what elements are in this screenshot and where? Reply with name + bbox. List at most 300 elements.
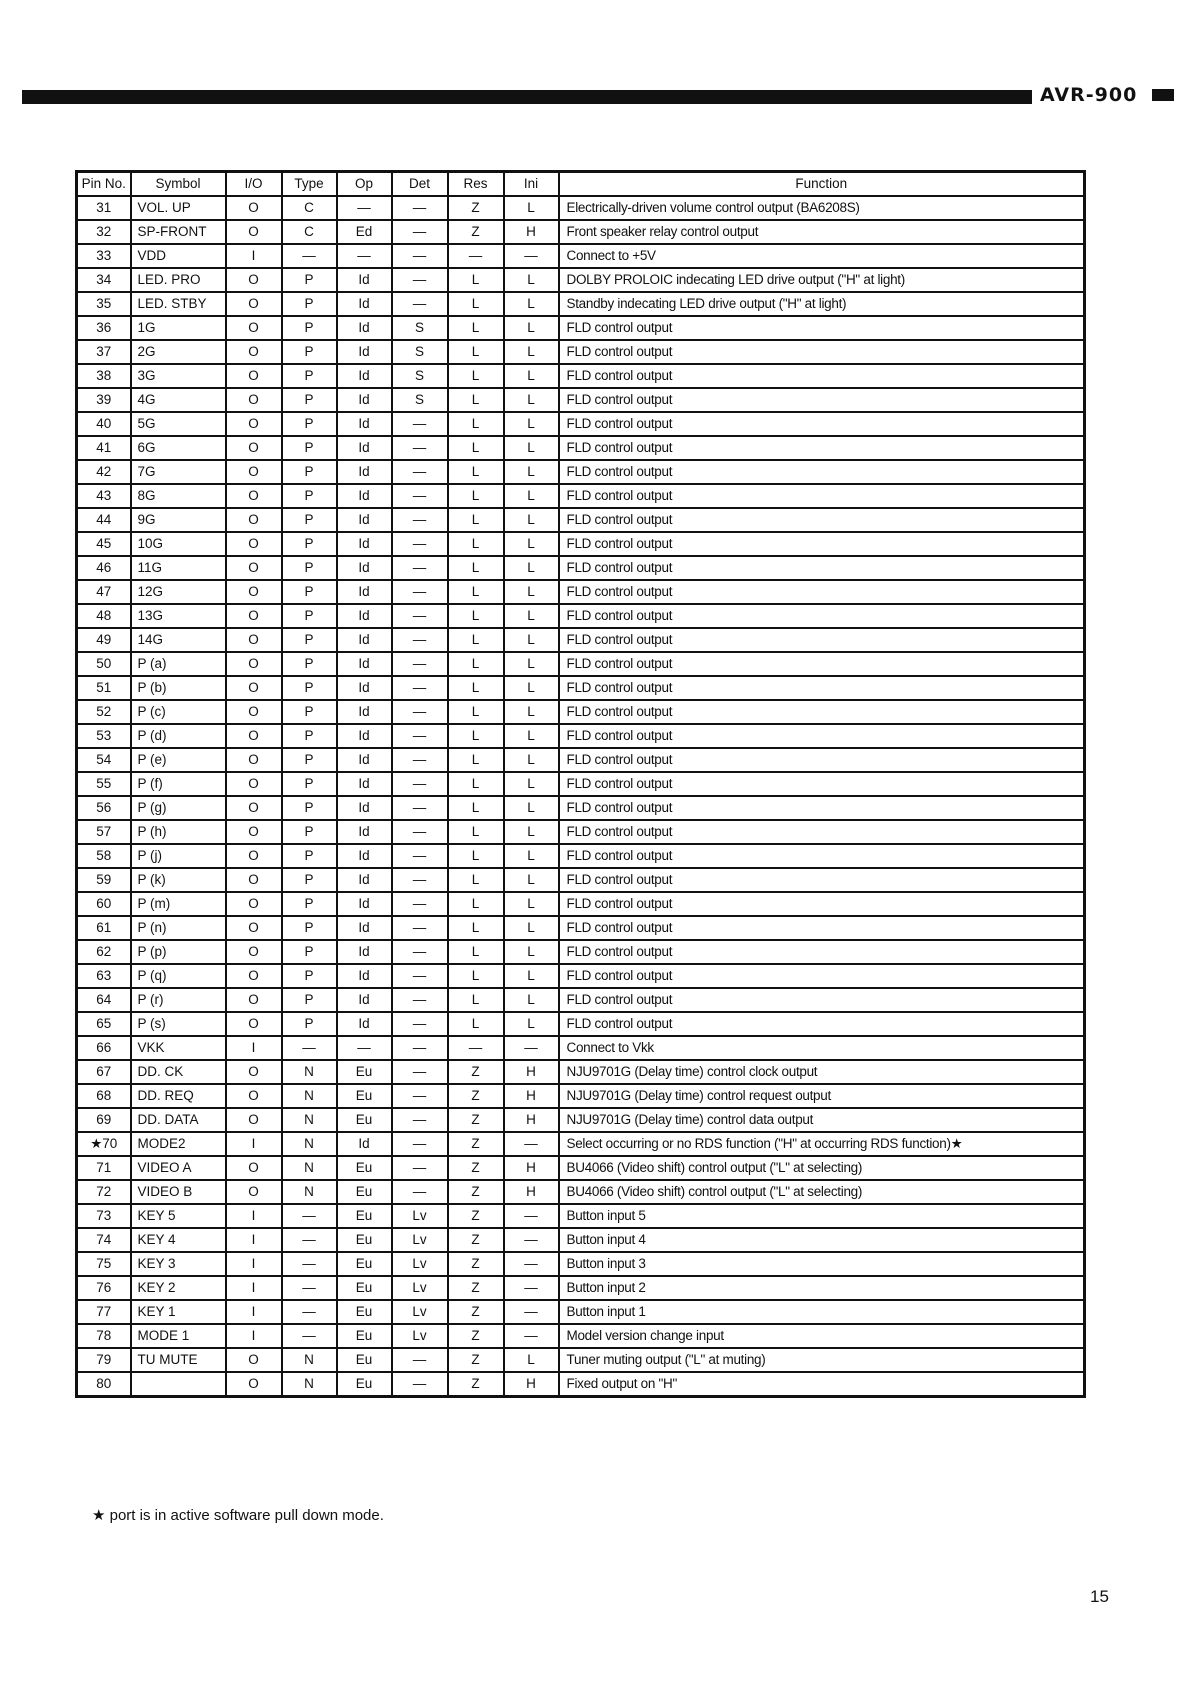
cell-io: O	[226, 844, 282, 868]
cell-symbol: 6G	[131, 436, 226, 460]
table-row	[77, 1060, 1085, 1084]
cell-res: L	[448, 508, 504, 532]
table-row	[77, 748, 1085, 772]
cell-ini: L	[504, 772, 559, 796]
cell-ini: L	[504, 652, 559, 676]
cell-function: FLD control output	[559, 820, 1085, 844]
cell-symbol: P (a)	[131, 652, 226, 676]
cell-pin-no: 80	[77, 1372, 131, 1397]
footnote: ★ port is in active software pull down mode.	[92, 1507, 384, 1524]
cell-type: —	[282, 1324, 337, 1348]
cell-function: FLD control output	[559, 508, 1085, 532]
cell-det: —	[392, 868, 448, 892]
cell-io: O	[226, 796, 282, 820]
cell-function: FLD control output	[559, 388, 1085, 412]
table-row	[77, 460, 1085, 484]
cell-type: P	[282, 748, 337, 772]
cell-ini: L	[504, 748, 559, 772]
cell-op: Id	[337, 580, 392, 604]
cell-pin-no: 71	[77, 1156, 131, 1180]
cell-det: —	[392, 1132, 448, 1156]
cell-function: FLD control output	[559, 676, 1085, 700]
cell-type: P	[282, 508, 337, 532]
cell-io: O	[226, 652, 282, 676]
table-row	[77, 1228, 1085, 1252]
cell-ini: —	[504, 1324, 559, 1348]
cell-res: Z	[448, 1324, 504, 1348]
page-number: 15	[1090, 1587, 1109, 1606]
cell-symbol: 1G	[131, 316, 226, 340]
cell-pin-no: 58	[77, 844, 131, 868]
cell-symbol: 8G	[131, 484, 226, 508]
cell-res: L	[448, 292, 504, 316]
cell-res: Z	[448, 1132, 504, 1156]
cell-type: P	[282, 460, 337, 484]
cell-symbol: LED. PRO	[131, 268, 226, 292]
cell-pin-no: 33	[77, 244, 131, 268]
cell-ini: L	[504, 556, 559, 580]
cell-function: Button input 3	[559, 1252, 1085, 1276]
cell-pin-no: 51	[77, 676, 131, 700]
cell-pin-no: 62	[77, 940, 131, 964]
table-row	[77, 604, 1085, 628]
cell-ini: —	[504, 1276, 559, 1300]
cell-ini: L	[504, 844, 559, 868]
cell-io: I	[226, 244, 282, 268]
cell-type: P	[282, 532, 337, 556]
cell-io: O	[226, 964, 282, 988]
cell-pin-no: 55	[77, 772, 131, 796]
cell-det: —	[392, 412, 448, 436]
column-header-symbol: Symbol	[131, 172, 226, 197]
cell-det: —	[392, 1156, 448, 1180]
cell-op: Eu	[337, 1108, 392, 1132]
cell-symbol: MODE2	[131, 1132, 226, 1156]
cell-ini: L	[504, 412, 559, 436]
cell-io: O	[226, 1084, 282, 1108]
cell-type: —	[282, 244, 337, 268]
cell-res: L	[448, 676, 504, 700]
cell-ini: L	[504, 364, 559, 388]
cell-io: O	[226, 628, 282, 652]
cell-function: NJU9701G (Delay time) control data output	[559, 1108, 1085, 1132]
cell-symbol: DD. CK	[131, 1060, 226, 1084]
header-end-block	[1152, 89, 1174, 101]
cell-io: O	[226, 532, 282, 556]
cell-function: FLD control output	[559, 316, 1085, 340]
cell-symbol: 4G	[131, 388, 226, 412]
cell-det: —	[392, 244, 448, 268]
cell-det: —	[392, 508, 448, 532]
cell-pin-no: 66	[77, 1036, 131, 1060]
cell-res: Z	[448, 1276, 504, 1300]
cell-op: Id	[337, 820, 392, 844]
column-header-op: Op	[337, 172, 392, 197]
cell-io: O	[226, 772, 282, 796]
cell-io: O	[226, 940, 282, 964]
pin-function-table	[75, 170, 1086, 1398]
cell-ini: —	[504, 244, 559, 268]
table-row	[77, 1036, 1085, 1060]
table-row	[77, 916, 1085, 940]
table-row	[77, 196, 1085, 220]
cell-det: —	[392, 460, 448, 484]
cell-io: O	[226, 196, 282, 220]
cell-pin-no: 35	[77, 292, 131, 316]
table-row	[77, 508, 1085, 532]
cell-res: Z	[448, 1348, 504, 1372]
model-title: AVR-900	[1040, 84, 1138, 106]
cell-op: Id	[337, 964, 392, 988]
cell-det: Lv	[392, 1228, 448, 1252]
cell-res: Z	[448, 220, 504, 244]
cell-function: FLD control output	[559, 1012, 1085, 1036]
cell-res: Z	[448, 1252, 504, 1276]
cell-symbol: P (r)	[131, 988, 226, 1012]
cell-type: P	[282, 484, 337, 508]
cell-res: L	[448, 964, 504, 988]
cell-symbol: VKK	[131, 1036, 226, 1060]
cell-symbol: 12G	[131, 580, 226, 604]
cell-op: Id	[337, 700, 392, 724]
cell-symbol: P (j)	[131, 844, 226, 868]
cell-pin-no: 43	[77, 484, 131, 508]
cell-pin-no: 39	[77, 388, 131, 412]
cell-ini: —	[504, 1132, 559, 1156]
cell-ini: L	[504, 340, 559, 364]
cell-ini: L	[504, 436, 559, 460]
cell-res: L	[448, 364, 504, 388]
cell-op: Id	[337, 292, 392, 316]
cell-io: O	[226, 1060, 282, 1084]
cell-symbol: KEY 2	[131, 1276, 226, 1300]
cell-io: I	[226, 1276, 282, 1300]
cell-pin-no: 38	[77, 364, 131, 388]
cell-io: O	[226, 604, 282, 628]
cell-pin-no: 60	[77, 892, 131, 916]
cell-res: Z	[448, 1084, 504, 1108]
cell-op: Id	[337, 628, 392, 652]
table-row	[77, 532, 1085, 556]
table-row	[77, 724, 1085, 748]
cell-io: O	[226, 412, 282, 436]
cell-type: P	[282, 676, 337, 700]
cell-type: P	[282, 340, 337, 364]
table-row	[77, 580, 1085, 604]
cell-symbol: P (f)	[131, 772, 226, 796]
cell-det: —	[392, 556, 448, 580]
column-header-type: Type	[282, 172, 337, 197]
cell-function: FLD control output	[559, 772, 1085, 796]
cell-ini: H	[504, 1060, 559, 1084]
cell-ini: H	[504, 1084, 559, 1108]
cell-res: Z	[448, 196, 504, 220]
cell-ini: L	[504, 388, 559, 412]
cell-type: P	[282, 580, 337, 604]
cell-det: Lv	[392, 1300, 448, 1324]
cell-symbol: P (n)	[131, 916, 226, 940]
cell-det: —	[392, 268, 448, 292]
cell-op: Eu	[337, 1324, 392, 1348]
cell-res: Z	[448, 1060, 504, 1084]
cell-res: L	[448, 556, 504, 580]
cell-det: —	[392, 532, 448, 556]
cell-ini: L	[504, 316, 559, 340]
cell-type: —	[282, 1204, 337, 1228]
cell-function: FLD control output	[559, 484, 1085, 508]
cell-io: O	[226, 916, 282, 940]
cell-symbol: 14G	[131, 628, 226, 652]
column-header-io: I/O	[226, 172, 282, 197]
cell-io: O	[226, 1180, 282, 1204]
cell-type: P	[282, 436, 337, 460]
cell-res: L	[448, 724, 504, 748]
cell-type: P	[282, 892, 337, 916]
cell-ini: L	[504, 460, 559, 484]
cell-pin-no: 36	[77, 316, 131, 340]
table-row	[77, 1084, 1085, 1108]
cell-res: L	[448, 316, 504, 340]
cell-function: FLD control output	[559, 892, 1085, 916]
cell-det: —	[392, 916, 448, 940]
cell-io: I	[226, 1228, 282, 1252]
cell-det: —	[392, 1060, 448, 1084]
cell-function: FLD control output	[559, 868, 1085, 892]
cell-type: —	[282, 1276, 337, 1300]
cell-function: FLD control output	[559, 628, 1085, 652]
cell-ini: L	[504, 868, 559, 892]
cell-type: —	[282, 1300, 337, 1324]
cell-pin-no: 59	[77, 868, 131, 892]
cell-function: FLD control output	[559, 988, 1085, 1012]
cell-function: Tuner muting output ("L" at muting)	[559, 1348, 1085, 1372]
cell-op: Id	[337, 676, 392, 700]
cell-function: FLD control output	[559, 532, 1085, 556]
table-row	[77, 556, 1085, 580]
cell-symbol: 2G	[131, 340, 226, 364]
cell-op: Id	[337, 844, 392, 868]
cell-ini: —	[504, 1036, 559, 1060]
cell-res: Z	[448, 1204, 504, 1228]
cell-symbol: VIDEO A	[131, 1156, 226, 1180]
cell-pin-no: 45	[77, 532, 131, 556]
cell-symbol: KEY 5	[131, 1204, 226, 1228]
table-row	[77, 364, 1085, 388]
cell-function: FLD control output	[559, 796, 1085, 820]
cell-function: BU4066 (Video shift) control output ("L" at selecting)	[559, 1156, 1085, 1180]
cell-op: Id	[337, 412, 392, 436]
cell-res: L	[448, 988, 504, 1012]
cell-ini: L	[504, 916, 559, 940]
table-row	[77, 244, 1085, 268]
table-row	[77, 1204, 1085, 1228]
cell-det: —	[392, 964, 448, 988]
cell-ini: L	[504, 196, 559, 220]
cell-res: Z	[448, 1372, 504, 1397]
cell-io: O	[226, 484, 282, 508]
cell-op: Eu	[337, 1252, 392, 1276]
cell-io: O	[226, 820, 282, 844]
cell-symbol: MODE 1	[131, 1324, 226, 1348]
cell-op: Id	[337, 940, 392, 964]
cell-ini: L	[504, 1348, 559, 1372]
cell-det: —	[392, 484, 448, 508]
cell-io: O	[226, 868, 282, 892]
table-row	[77, 1012, 1085, 1036]
cell-type: N	[282, 1132, 337, 1156]
cell-function: BU4066 (Video shift) control output ("L" at selecting)	[559, 1180, 1085, 1204]
cell-ini: L	[504, 940, 559, 964]
cell-pin-no: 69	[77, 1108, 131, 1132]
cell-symbol: P (c)	[131, 700, 226, 724]
cell-symbol: P (e)	[131, 748, 226, 772]
cell-ini: L	[504, 292, 559, 316]
cell-res: L	[448, 604, 504, 628]
table-row	[77, 484, 1085, 508]
cell-res: L	[448, 484, 504, 508]
cell-op: Id	[337, 604, 392, 628]
cell-pin-no: 52	[77, 700, 131, 724]
cell-op: Id	[337, 388, 392, 412]
table-row	[77, 988, 1085, 1012]
cell-symbol: DD. REQ	[131, 1084, 226, 1108]
cell-type: P	[282, 940, 337, 964]
cell-op: Ed	[337, 220, 392, 244]
cell-ini: L	[504, 604, 559, 628]
cell-function: Standby indecating LED drive output ("H" at light)	[559, 292, 1085, 316]
cell-res: L	[448, 844, 504, 868]
cell-ini: —	[504, 1204, 559, 1228]
cell-type: C	[282, 220, 337, 244]
cell-symbol	[131, 1372, 226, 1397]
cell-op: Id	[337, 460, 392, 484]
cell-res: L	[448, 772, 504, 796]
table-row	[77, 220, 1085, 244]
cell-op: Eu	[337, 1276, 392, 1300]
cell-op: —	[337, 1036, 392, 1060]
cell-res: L	[448, 916, 504, 940]
cell-type: N	[282, 1372, 337, 1397]
cell-pin-no: ★70	[77, 1132, 131, 1156]
cell-io: I	[226, 1300, 282, 1324]
column-header-det: Det	[392, 172, 448, 197]
cell-res: Z	[448, 1180, 504, 1204]
cell-type: P	[282, 388, 337, 412]
cell-det: —	[392, 1180, 448, 1204]
cell-pin-no: 41	[77, 436, 131, 460]
cell-type: P	[282, 412, 337, 436]
table-row	[77, 1300, 1085, 1324]
cell-io: O	[226, 364, 282, 388]
table-header	[77, 172, 1085, 197]
cell-symbol: 11G	[131, 556, 226, 580]
table-row	[77, 796, 1085, 820]
cell-pin-no: 42	[77, 460, 131, 484]
cell-op: Id	[337, 364, 392, 388]
cell-function: FLD control output	[559, 556, 1085, 580]
cell-pin-no: 48	[77, 604, 131, 628]
cell-symbol: P (g)	[131, 796, 226, 820]
cell-pin-no: 54	[77, 748, 131, 772]
cell-symbol: 13G	[131, 604, 226, 628]
cell-op: Id	[337, 556, 392, 580]
cell-det: Lv	[392, 1204, 448, 1228]
cell-res: L	[448, 340, 504, 364]
cell-ini: H	[504, 220, 559, 244]
table-row	[77, 676, 1085, 700]
cell-det: —	[392, 748, 448, 772]
cell-io: O	[226, 1108, 282, 1132]
cell-res: Z	[448, 1156, 504, 1180]
cell-pin-no: 67	[77, 1060, 131, 1084]
cell-pin-no: 78	[77, 1324, 131, 1348]
cell-det: —	[392, 820, 448, 844]
header-rule	[22, 90, 1032, 104]
cell-pin-no: 79	[77, 1348, 131, 1372]
cell-det: —	[392, 1108, 448, 1132]
cell-symbol: P (m)	[131, 892, 226, 916]
cell-det: —	[392, 1372, 448, 1397]
cell-io: O	[226, 1156, 282, 1180]
table-row	[77, 316, 1085, 340]
cell-ini: H	[504, 1108, 559, 1132]
cell-io: O	[226, 436, 282, 460]
table-row	[77, 1180, 1085, 1204]
column-header-ini: Ini	[504, 172, 559, 197]
column-header-res: Res	[448, 172, 504, 197]
cell-io: O	[226, 268, 282, 292]
cell-ini: H	[504, 1180, 559, 1204]
cell-function: FLD control output	[559, 412, 1085, 436]
cell-symbol: LED. STBY	[131, 292, 226, 316]
cell-ini: L	[504, 676, 559, 700]
table-body	[77, 196, 1085, 1397]
cell-det: S	[392, 340, 448, 364]
cell-symbol: DD. DATA	[131, 1108, 226, 1132]
table-row	[77, 436, 1085, 460]
cell-io: O	[226, 340, 282, 364]
cell-ini: L	[504, 724, 559, 748]
cell-det: —	[392, 580, 448, 604]
cell-res: L	[448, 460, 504, 484]
cell-det: Lv	[392, 1324, 448, 1348]
cell-ini: L	[504, 796, 559, 820]
cell-type: P	[282, 604, 337, 628]
cell-type: N	[282, 1084, 337, 1108]
cell-op: Id	[337, 916, 392, 940]
cell-res: L	[448, 868, 504, 892]
cell-det: —	[392, 940, 448, 964]
cell-ini: —	[504, 1252, 559, 1276]
cell-pin-no: 34	[77, 268, 131, 292]
cell-res: L	[448, 1012, 504, 1036]
cell-symbol: P (p)	[131, 940, 226, 964]
table-row	[77, 652, 1085, 676]
header-row	[77, 172, 1085, 197]
cell-op: Id	[337, 340, 392, 364]
cell-op: Eu	[337, 1300, 392, 1324]
cell-function: FLD control output	[559, 700, 1085, 724]
table-row	[77, 1276, 1085, 1300]
cell-ini: L	[504, 820, 559, 844]
cell-function: FLD control output	[559, 604, 1085, 628]
cell-function: Button input 1	[559, 1300, 1085, 1324]
cell-type: N	[282, 1348, 337, 1372]
cell-op: Id	[337, 988, 392, 1012]
cell-op: Id	[337, 796, 392, 820]
cell-ini: L	[504, 892, 559, 916]
cell-ini: H	[504, 1156, 559, 1180]
